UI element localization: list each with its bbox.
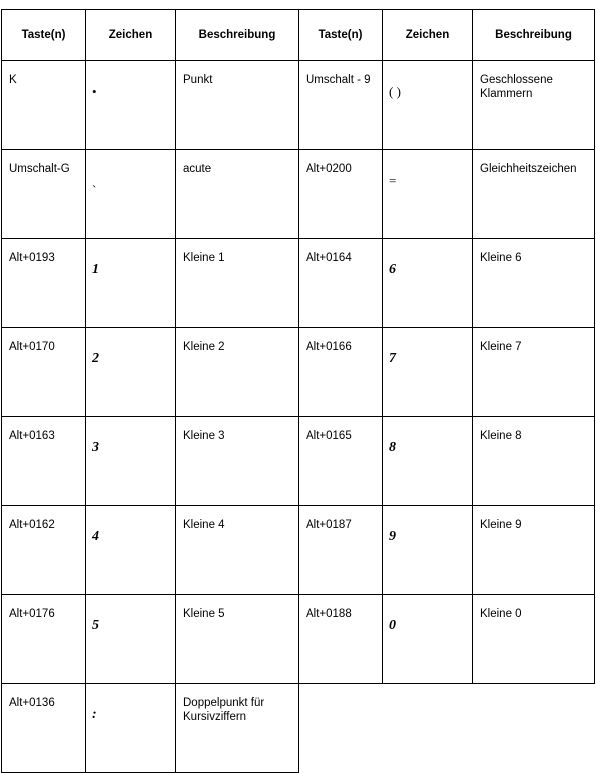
- table-row: [2, 595, 595, 684]
- desc-cell: Gleichheitszeichen: [473, 150, 595, 239]
- char-cell: 6: [383, 239, 473, 328]
- char-cell: 9: [383, 506, 473, 595]
- char-cell: 2: [86, 328, 176, 417]
- header-key-right: Taste(n): [299, 10, 383, 61]
- char-cell: ( ): [383, 61, 473, 150]
- key-cell: Alt+0165: [299, 417, 383, 506]
- char-cell: =: [383, 150, 473, 239]
- key-cell: Alt+0200: [299, 150, 383, 239]
- char-cell: 8: [383, 417, 473, 506]
- key-cell: Umschalt-G: [2, 150, 86, 239]
- key-cell: Alt+0188: [299, 595, 383, 684]
- key-cell: Alt+0163: [2, 417, 86, 506]
- char-cell: 3: [86, 417, 176, 506]
- table-row: [2, 417, 595, 506]
- char-cell: •: [86, 61, 176, 150]
- desc-cell: Punkt: [176, 61, 299, 150]
- desc-cell: Kleine 2: [176, 328, 299, 417]
- key-cell: Alt+0193: [2, 239, 86, 328]
- char-cell: 7: [383, 328, 473, 417]
- table-row: [2, 61, 595, 150]
- desc-cell: Doppelpunkt für Kursivziffern: [176, 684, 299, 773]
- header-row: [2, 10, 595, 61]
- key-cell: Alt+0136: [2, 684, 86, 773]
- desc-cell: Kleine 6: [473, 239, 595, 328]
- key-cell: Alt+0176: [2, 595, 86, 684]
- table-row: [2, 328, 595, 417]
- header-desc-right: Beschreibung: [473, 10, 595, 61]
- key-cell: K: [2, 61, 86, 150]
- char-cell: 0: [383, 595, 473, 684]
- table-row: [2, 150, 595, 239]
- desc-cell: Kleine 8: [473, 417, 595, 506]
- char-cell: 1: [86, 239, 176, 328]
- empty-cell: [383, 684, 473, 773]
- table-row: [2, 506, 595, 595]
- empty-cell: [473, 684, 595, 773]
- desc-cell: Geschlossene Klammern: [473, 61, 595, 150]
- char-cell: 5: [86, 595, 176, 684]
- desc-cell: Kleine 9: [473, 506, 595, 595]
- key-cell: Alt+0164: [299, 239, 383, 328]
- header-desc-left: Beschreibung: [176, 10, 299, 61]
- key-cell: Alt+0166: [299, 328, 383, 417]
- char-cell: 4: [86, 506, 176, 595]
- header-char-right: Zeichen: [383, 10, 473, 61]
- desc-cell: Kleine 1: [176, 239, 299, 328]
- desc-cell: Kleine 4: [176, 506, 299, 595]
- table-row: [2, 684, 595, 773]
- key-cell: Alt+0170: [2, 328, 86, 417]
- key-cell: Alt+0162: [2, 506, 86, 595]
- desc-cell: acute: [176, 150, 299, 239]
- header-char-left: Zeichen: [86, 10, 176, 61]
- table-row: [2, 239, 595, 328]
- empty-cell: [299, 684, 383, 773]
- char-cell: :: [86, 684, 176, 773]
- desc-cell: Kleine 3: [176, 417, 299, 506]
- char-cell: ˏ: [86, 150, 176, 239]
- header-key-left: Taste(n): [2, 10, 86, 61]
- desc-cell: Kleine 5: [176, 595, 299, 684]
- desc-cell: Kleine 7: [473, 328, 595, 417]
- desc-cell: Kleine 0: [473, 595, 595, 684]
- key-cell: Alt+0187: [299, 506, 383, 595]
- key-cell: Umschalt - 9: [299, 61, 383, 150]
- keyboard-shortcut-table: [1, 9, 595, 773]
